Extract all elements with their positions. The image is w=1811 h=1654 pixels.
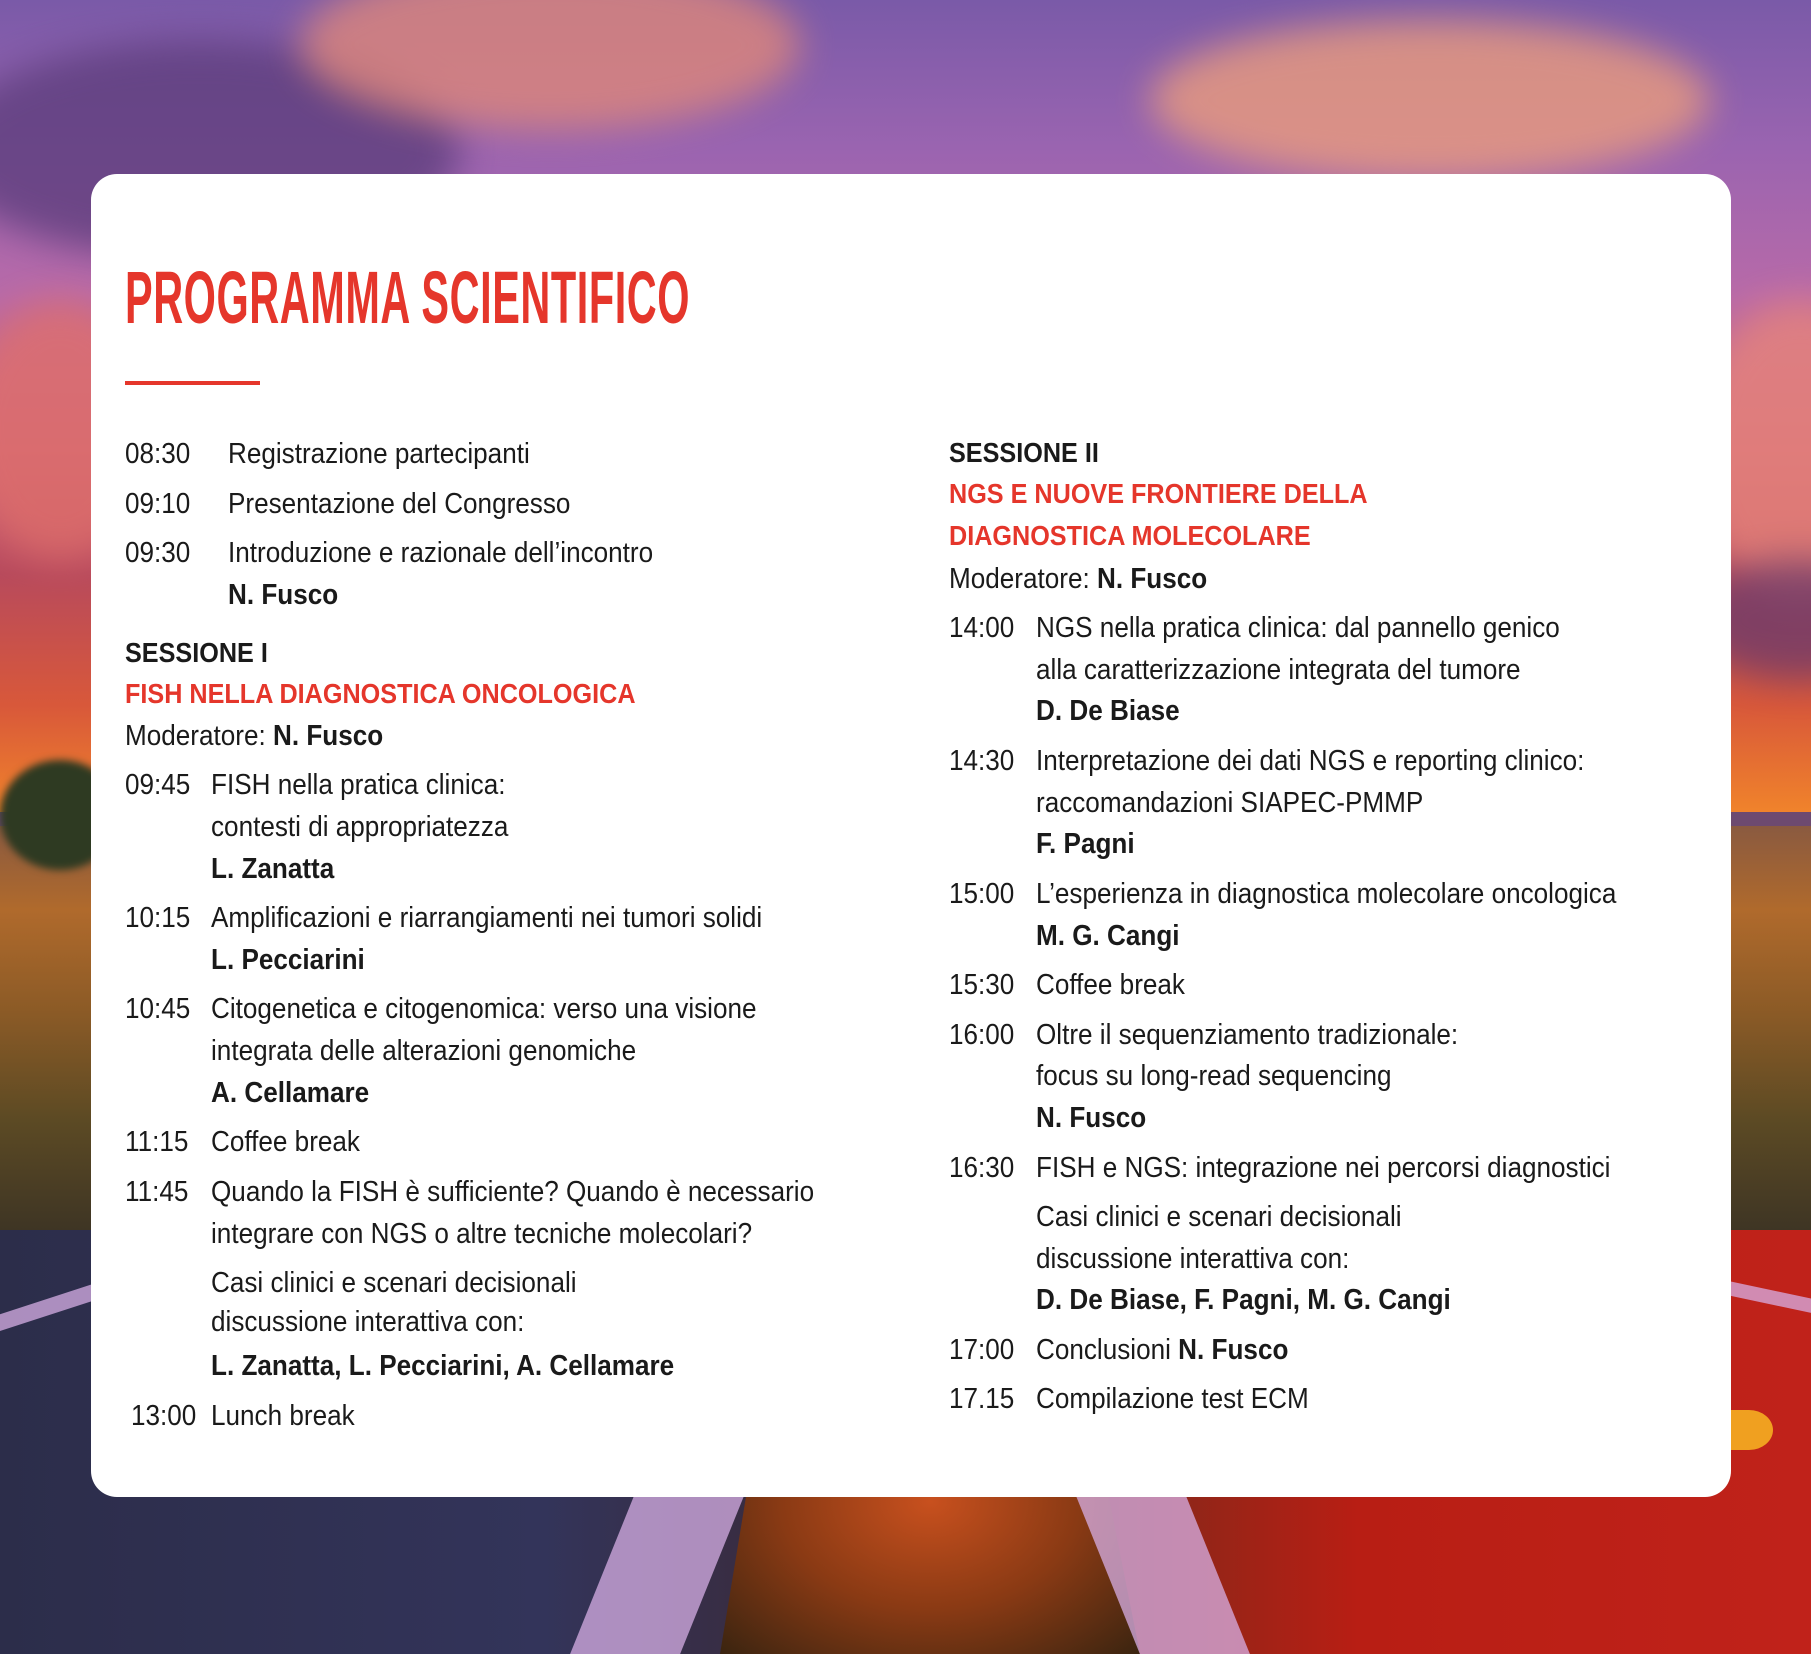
item-time: 14:00 <box>949 612 1015 644</box>
item-note: Casi clinici e scenari decisionali <box>211 1267 577 1299</box>
item-title: Coffee break <box>1036 969 1185 1001</box>
item-title: Citogenetica e citogenomica: verso una visione <box>211 993 757 1025</box>
item-speaker: N. Fusco <box>1178 1334 1289 1366</box>
item-speaker: F. Pagni <box>1036 828 1135 860</box>
session-label: SESSIONE II <box>949 437 1099 468</box>
item-title: Lunch break <box>211 1400 355 1432</box>
item-title: Registrazione partecipanti <box>228 438 530 470</box>
moderator-label: Moderatore: <box>125 720 266 752</box>
item-speaker: N. Fusco <box>1036 1102 1147 1134</box>
item-title: integrare con NGS o altre tecniche molecolari? <box>211 1218 753 1250</box>
item-speaker: D. De Biase <box>1036 695 1180 727</box>
item-note: discussione interattiva con: <box>1036 1243 1350 1275</box>
item-note: Casi clinici e scenari decisionali <box>1036 1201 1402 1233</box>
item-time: 16:00 <box>949 1019 1015 1051</box>
item-note: discussione interattiva con: <box>211 1306 525 1338</box>
session-title: NGS E NUOVE FRONTIERE DELLA <box>949 478 1368 509</box>
item-time: 09:10 <box>125 488 191 520</box>
item-speaker: N. Fusco <box>228 579 339 611</box>
session-moderator <box>949 560 1207 598</box>
item-title: contesti di appropriatezza <box>211 811 509 843</box>
page-title: PROGRAMMA SCIENTIFICO <box>125 256 691 339</box>
item-time: 11:15 <box>125 1126 189 1158</box>
moderator-label: Moderatore: <box>949 563 1090 595</box>
item-title: Introduzione e razionale dell’incontro <box>228 537 654 569</box>
item-time: 09:45 <box>125 769 191 801</box>
item-time: 10:45 <box>125 993 191 1025</box>
item-title-text: Conclusioni <box>1036 1334 1171 1366</box>
item-time: 17:00 <box>949 1334 1015 1366</box>
item-speaker: L. Zanatta, L. Pecciarini, A. Cellamare <box>211 1350 675 1382</box>
session-label: SESSIONE I <box>125 637 268 668</box>
item-time: 09:30 <box>125 537 191 569</box>
road-marker <box>1725 1410 1773 1450</box>
item-speaker: D. De Biase, F. Pagni, M. G. Cangi <box>1036 1284 1451 1316</box>
item-title: NGS nella pratica clinica: dal pannello genico <box>1036 612 1560 644</box>
item-time: 08:30 <box>125 438 191 470</box>
item-time: 14:30 <box>949 745 1015 777</box>
item-title: Amplificazioni e riarrangiamenti nei tumori solidi <box>211 902 763 934</box>
item-title: Oltre il sequenziamento tradizionale: <box>1036 1019 1459 1051</box>
cloud <box>1150 20 1710 180</box>
item-title: Presentazione del Congresso <box>228 488 571 520</box>
item-time: 17.15 <box>949 1383 1015 1415</box>
moderator-name: N. Fusco <box>272 720 384 752</box>
item-title: FISH nella pratica clinica: <box>211 769 506 801</box>
item-title: integrata delle alterazioni genomiche <box>211 1035 637 1067</box>
item-time: 10:15 <box>125 902 191 934</box>
moderator-name: N. Fusco <box>1096 563 1208 595</box>
item-speaker: L. Pecciarini <box>211 944 365 976</box>
item-title: focus su long-read sequencing <box>1036 1060 1392 1092</box>
session-moderator <box>125 717 383 755</box>
item-title: L’esperienza in diagnostica molecolare oncologica <box>1036 878 1617 910</box>
item-title: Interpretazione dei dati NGS e reporting clinico: <box>1036 745 1585 777</box>
session-title: DIAGNOSTICA MOLECOLARE <box>949 520 1311 551</box>
item-speaker: L. Zanatta <box>211 853 335 885</box>
item-title: raccomandazioni SIAPEC-PMMP <box>1036 787 1424 819</box>
item-time: 15:30 <box>949 969 1015 1001</box>
item-title: FISH e NGS: integrazione nei percorsi diagnostici <box>1036 1152 1611 1184</box>
item-title: Compilazione test ECM <box>1036 1383 1309 1415</box>
item-speaker: A. Cellamare <box>211 1077 370 1109</box>
item-time: 16:30 <box>949 1152 1015 1184</box>
item-title: Coffee break <box>211 1126 360 1158</box>
item-speaker: M. G. Cangi <box>1036 920 1180 952</box>
session-title: FISH NELLA DIAGNOSTICA ONCOLOGICA <box>125 678 636 709</box>
item-time: 13:00 <box>131 1400 197 1432</box>
title-underline <box>125 381 260 385</box>
item-title: Quando la FISH è sufficiente? Quando è necessario <box>211 1176 815 1208</box>
item-title <box>1036 1331 1288 1369</box>
item-title: alla caratterizzazione integrata del tumore <box>1036 654 1521 686</box>
item-time: 15:00 <box>949 878 1015 910</box>
item-time: 11:45 <box>125 1176 189 1208</box>
